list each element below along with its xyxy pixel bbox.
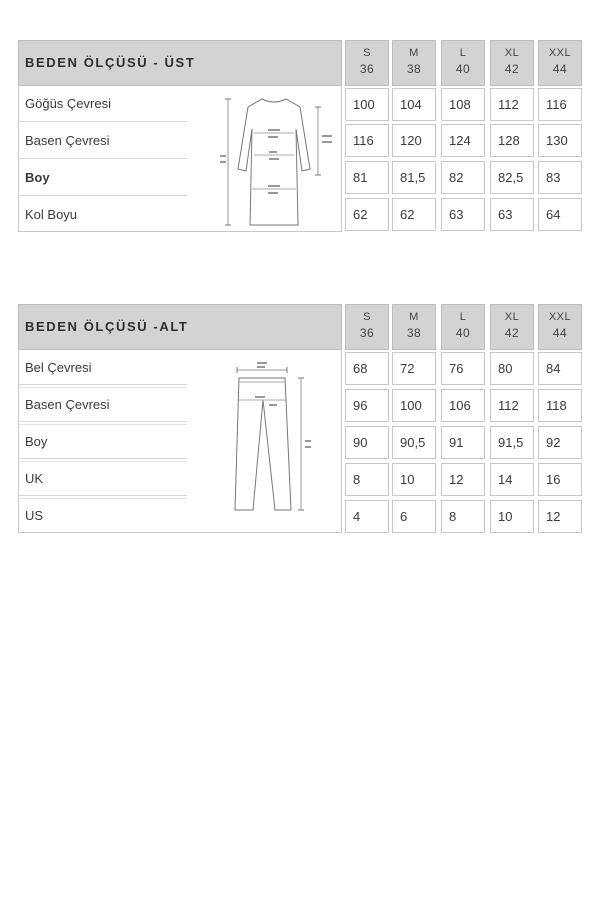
table-cell: 81 — [345, 161, 389, 194]
table-cell: 62 — [392, 198, 436, 231]
bottom-row-label-bel: Bel Çevresi — [25, 360, 92, 375]
table-cell: 83 — [538, 161, 582, 194]
bottom-label-column — [18, 350, 342, 533]
table-cell: 100 — [345, 88, 389, 121]
table-cell: 12 — [441, 463, 485, 496]
row-divider — [19, 495, 187, 496]
bottom-size-header-l: L 40 — [441, 304, 485, 350]
top-size-header-m: M 38 — [392, 40, 436, 86]
table-cell: 128 — [490, 124, 534, 157]
table-cell: 63 — [441, 198, 485, 231]
top-size-header-l: L 40 — [441, 40, 485, 86]
top-row-label-gogus: Göğüs Çevresi — [25, 96, 111, 111]
table-cell: 8 — [345, 463, 389, 496]
table-cell: 116 — [538, 88, 582, 121]
top-size-table — [18, 40, 584, 232]
bottom-size-header-xl: XL 42 — [490, 304, 534, 350]
table-cell: 112 — [490, 389, 534, 422]
row-divider — [19, 195, 187, 196]
table-cell: 130 — [538, 124, 582, 157]
table-cell: 100 — [392, 389, 436, 422]
row-divider — [19, 458, 187, 459]
row-divider — [19, 421, 187, 422]
table-cell: 120 — [392, 124, 436, 157]
shirt-diagram — [214, 89, 334, 229]
bottom-size-header-xxl: XXL 44 — [538, 304, 582, 350]
table-cell: 82 — [441, 161, 485, 194]
row-divider — [19, 384, 187, 385]
table-cell: 72 — [392, 352, 436, 385]
table-cell: 112 — [490, 88, 534, 121]
bottom-table-title: BEDEN ÖLÇÜSÜ -ALT — [25, 319, 189, 334]
pants-diagram — [219, 360, 339, 520]
table-cell: 76 — [441, 352, 485, 385]
bottom-row-label-uk: UK — [25, 471, 44, 486]
table-cell: 81,5 — [392, 161, 436, 194]
table-cell: 68 — [345, 352, 389, 385]
table-cell: 91 — [441, 426, 485, 459]
table-cell: 16 — [538, 463, 582, 496]
top-label-column — [18, 86, 342, 232]
table-cell: 4 — [345, 500, 389, 533]
table-cell: 124 — [441, 124, 485, 157]
table-cell: 64 — [538, 198, 582, 231]
table-cell: 108 — [441, 88, 485, 121]
table-cell: 12 — [538, 500, 582, 533]
row-divider — [19, 158, 187, 159]
top-size-header-s: S 36 — [345, 40, 389, 86]
table-cell: 90 — [345, 426, 389, 459]
table-cell: 14 — [490, 463, 534, 496]
top-table-title-cell — [18, 40, 342, 86]
table-cell: 90,5 — [392, 426, 436, 459]
bottom-row-label-boy: Boy — [25, 434, 48, 449]
table-cell: 84 — [538, 352, 582, 385]
table-cell: 82,5 — [490, 161, 534, 194]
table-cell: 62 — [345, 198, 389, 231]
row-divider — [19, 121, 187, 122]
bottom-row-label-us: US — [25, 508, 44, 523]
table-cell: 8 — [441, 500, 485, 533]
bottom-size-header-m: M 38 — [392, 304, 436, 350]
table-cell: 63 — [490, 198, 534, 231]
top-row-label-boy: Boy — [25, 170, 50, 185]
top-size-header-xl: XL 42 — [490, 40, 534, 86]
table-cell: 6 — [392, 500, 436, 533]
table-cell: 10 — [490, 500, 534, 533]
top-row-label-basen: Basen Çevresi — [25, 133, 110, 148]
table-cell: 118 — [538, 389, 582, 422]
table-cell: 91,5 — [490, 426, 534, 459]
table-cell: 104 — [392, 88, 436, 121]
bottom-row-label-basen: Basen Çevresi — [25, 397, 110, 412]
table-cell: 10 — [392, 463, 436, 496]
table-cell: 80 — [490, 352, 534, 385]
table-cell: 92 — [538, 426, 582, 459]
top-row-label-kol: Kol Boyu — [25, 207, 78, 222]
bottom-size-table — [18, 304, 584, 534]
top-size-header-xxl: XXL 44 — [538, 40, 582, 86]
top-table-title: BEDEN ÖLÇÜSÜ - ÜST — [25, 55, 196, 70]
table-cell: 106 — [441, 389, 485, 422]
bottom-table-title-cell — [18, 304, 342, 350]
table-cell: 96 — [345, 389, 389, 422]
bottom-size-header-s: S 36 — [345, 304, 389, 350]
table-cell: 116 — [345, 124, 389, 157]
